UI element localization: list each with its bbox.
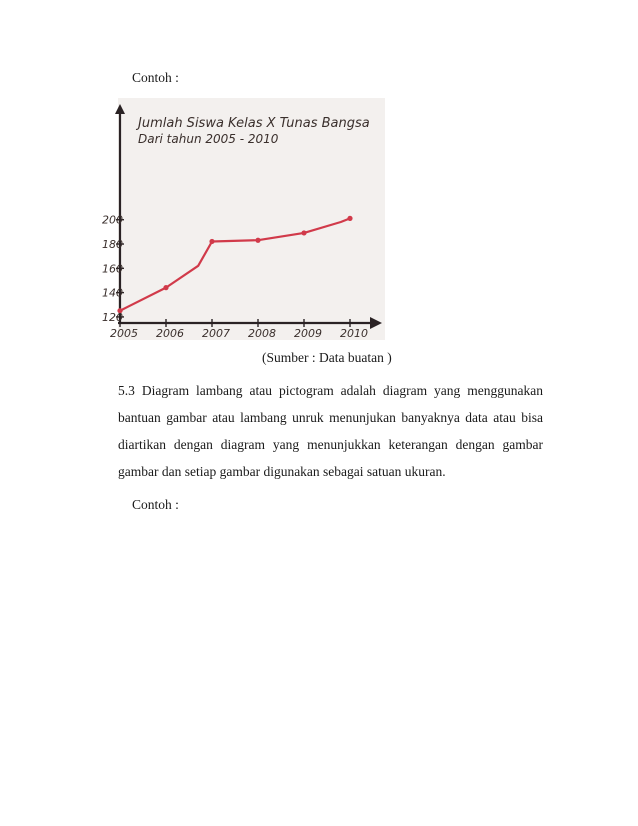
x-tick-label: 2010 bbox=[340, 327, 368, 340]
paragraph-line: gambar dan setiap gambar digunakan sebagai satuan ukuran. bbox=[118, 464, 446, 479]
x-axis-arrow bbox=[370, 317, 382, 329]
line-chart-figure bbox=[102, 98, 385, 340]
y-tick-label: 160 bbox=[102, 262, 123, 276]
paragraph-line: bantuan gambar atau lambang unruk menunjukan banyaknya data atau bisa bbox=[118, 410, 543, 425]
x-tick-label: 2009 bbox=[294, 327, 322, 340]
paragraph-line: 5.3 Diagram lambang atau pictogram adalah diagram yang menggunakan bbox=[118, 383, 543, 398]
body-paragraph bbox=[118, 377, 543, 485]
figure-caption: (Sumber : Data buatan ) bbox=[262, 350, 392, 365]
example-label: Contoh : bbox=[132, 70, 179, 85]
example-label: Contoh : bbox=[132, 497, 179, 512]
x-tick-label: 2005 bbox=[110, 327, 138, 340]
paragraph-line: diartikan dengan diagram yang menunjukkan keterangan dengan gambar bbox=[118, 437, 543, 452]
x-tick-label: 2008 bbox=[248, 327, 276, 340]
data-point bbox=[163, 285, 168, 290]
y-tick-label: 120 bbox=[102, 310, 123, 324]
data-point bbox=[209, 239, 214, 244]
data-point bbox=[255, 238, 260, 243]
y-tick-label: 180 bbox=[102, 238, 123, 252]
line-chart bbox=[102, 98, 385, 340]
x-tick-label: 2006 bbox=[156, 327, 184, 340]
chart-subtitle: Dari tahun 2005 - 2010 bbox=[138, 132, 279, 146]
y-tick-label: 140 bbox=[102, 286, 123, 300]
chart-series bbox=[117, 216, 352, 314]
data-point bbox=[347, 216, 352, 221]
chart-title: Jumlah Siswa Kelas X Tunas Bangsa bbox=[138, 116, 370, 131]
data-point bbox=[301, 230, 306, 235]
x-tick-label: 2007 bbox=[202, 327, 230, 340]
y-axis-arrow bbox=[115, 104, 125, 114]
series-line bbox=[120, 218, 350, 310]
y-tick-label: 200 bbox=[102, 213, 123, 227]
chart-labels bbox=[102, 214, 368, 340]
